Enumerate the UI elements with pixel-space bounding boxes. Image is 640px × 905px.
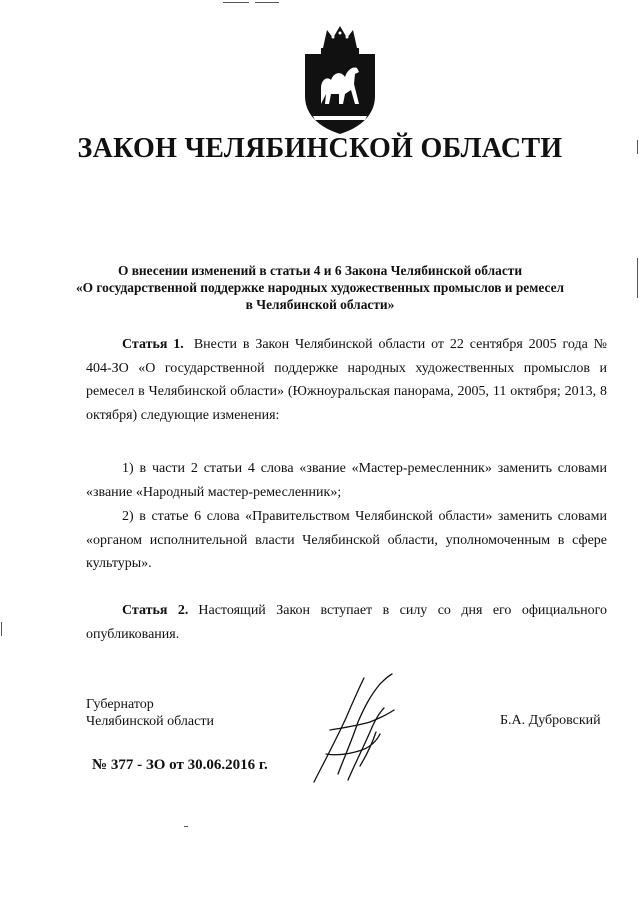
article-2-text: Настоящий Закон вступает в силу со дня его официального опубликования. (86, 603, 607, 642)
coat-of-arms-emblem (301, 24, 379, 136)
article-1-text: Внести в Закон Челябинской области от 22 сентября 2005 года № 404-ЗО «О государственной поддержке народных художественных промыслов и ремесел в Челябинской области» (Южноуральская панорама, 2005, 11 октября; 2013, 8 октября) следующие изменения: (86, 337, 607, 423)
governor-title: Губернатор (86, 697, 154, 712)
article-2-paragraph (86, 599, 607, 646)
subtitle-line: в Челябинской области» (245, 297, 395, 312)
article-1-item-2: 2) в статье 6 слова «Правительством Челябинской области» заменить словами «органом исполнительной власти Челябинской области, уполномоченным в сфере культуры». (86, 509, 607, 571)
article-2-label: Статья 2. (122, 603, 189, 618)
document-title: ЗАКОН ЧЕЛЯБИНСКОЙ ОБЛАСТИ (77, 133, 563, 164)
scan-mark-left (1, 622, 2, 636)
subtitle-line: «О государственной поддержке народных художественных промыслов и ремесел (75, 280, 565, 295)
scan-mark-bottom (184, 826, 188, 827)
document-subtitle (70, 262, 570, 313)
article-1-item-1: 1) в части 2 статьи 4 слова «звание «Мастер-ремесленник» заменить словами «звание «Народный мастер-ремесленник»; (86, 461, 607, 500)
governor-name: Б.А. Дубровский (500, 713, 601, 728)
article-1-label: Статья 1. (122, 337, 184, 352)
governor-region: Челябинской области (86, 714, 214, 729)
subtitle-line: О внесении изменений в статьи 4 и 6 Закона Челябинской области (117, 263, 523, 278)
law-number: № 377 - ЗО от 30.06.2016 г. (92, 757, 268, 773)
scan-mark-top-left (223, 2, 249, 3)
article-1-paragraph (86, 333, 607, 427)
handwritten-signature (308, 670, 400, 788)
scan-mark-top-right (255, 2, 279, 3)
governor-position (86, 696, 214, 730)
scan-mark-right-2 (637, 258, 638, 298)
